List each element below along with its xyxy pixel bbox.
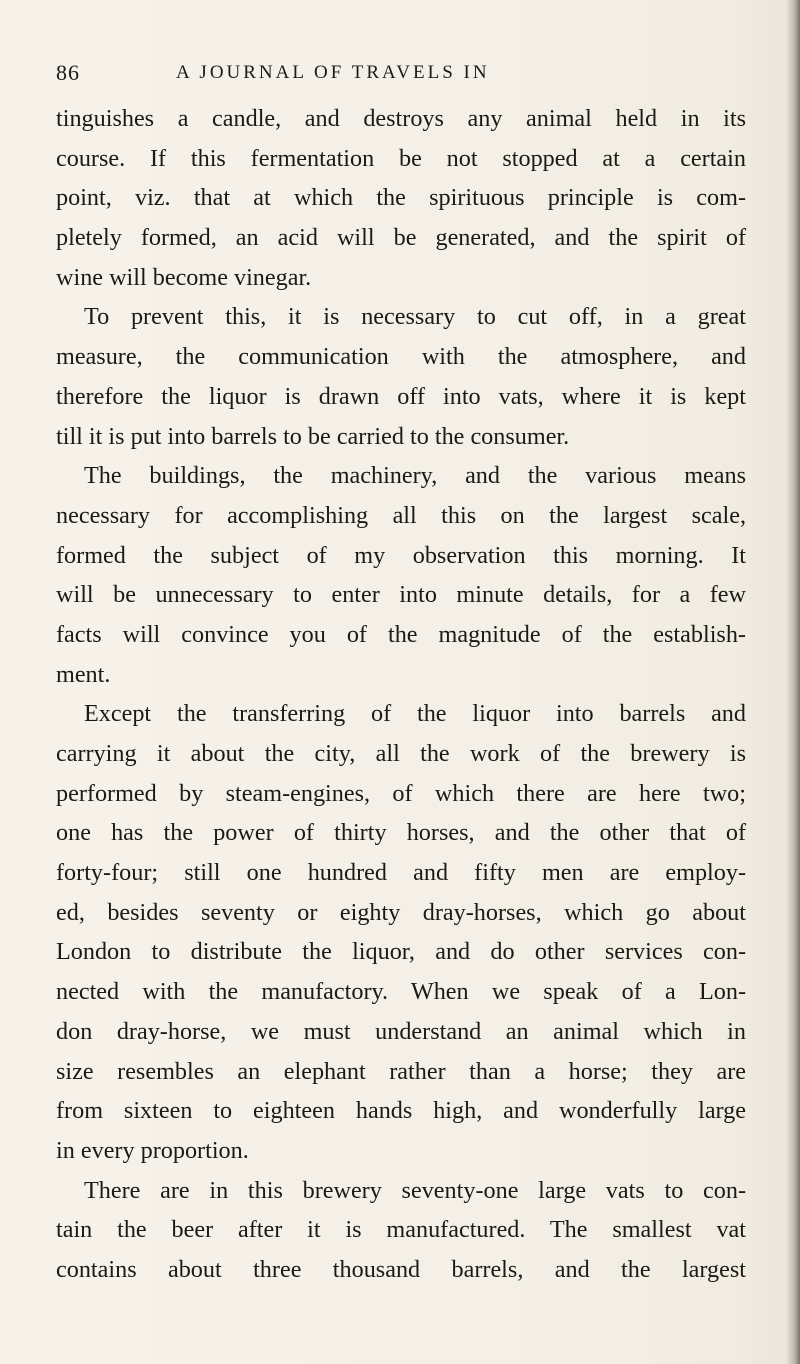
body-text <box>56 99 746 1290</box>
text-line: from sixteen to eighteen hands high, and wonderfully large <box>56 1097 746 1125</box>
text-line: ed, besides seventy or eighty dray-horses, which go about <box>56 898 746 926</box>
text-line: Except the transferring of the liquor into barrels and <box>84 700 746 728</box>
text-line: London to distribute the liquor, and do other services con- <box>56 938 746 966</box>
text-line: will be unnecessary to enter into minute details, for a few <box>56 581 746 609</box>
text-line: To prevent this, it is necessary to cut off, in a great <box>84 303 746 331</box>
page-number: 86 <box>56 60 80 85</box>
text-line: nected with the manufactory. When we speak of a Lon- <box>56 978 746 1006</box>
text-line: necessary for accomplishing all this on the largest scale, <box>56 501 746 529</box>
page-edge-shadow <box>786 0 800 1364</box>
text-line: size resembles an elephant rather than a horse; they are <box>56 1057 746 1085</box>
text-line: point, viz. that at which the spirituous principle is com- <box>56 184 746 212</box>
text-line: contains about three thousand barrels, and the largest <box>56 1255 746 1283</box>
text-line: wine will become vinegar. <box>56 263 312 291</box>
text-line: The buildings, the machinery, and the various means <box>84 462 746 490</box>
text-line: There are in this brewery seventy-one large vats to con- <box>84 1176 746 1204</box>
page-header <box>56 60 746 90</box>
text-line: carrying it about the city, all the work of the brewery is <box>56 740 746 767</box>
text-line: therefore the liquor is drawn off into vats, where it is kept <box>56 382 746 410</box>
text-line: one has the power of thirty horses, and the other that of <box>56 819 746 847</box>
text-line: performed by steam-engines, of which there are here two; <box>56 779 746 807</box>
text-line: measure, the communication with the atmosphere, and <box>56 343 746 371</box>
text-line: don dray-horse, we must understand an animal which in <box>56 1017 746 1045</box>
text-line: facts will convince you of the magnitude of the establish- <box>56 620 746 648</box>
text-line: ment. <box>56 660 111 688</box>
text-line: tinguishes a candle, and destroys any animal held in its <box>56 105 746 132</box>
text-line: in every proportion. <box>56 1136 249 1164</box>
text-line: course. If this fermentation be not stopped at a certain <box>56 144 746 172</box>
text-line: pletely formed, an acid will be generated, and the spirit of <box>56 224 746 252</box>
text-line: till it is put into barrels to be carried to the consumer. <box>56 422 570 450</box>
text-line: formed the subject of my observation this morning. It <box>56 541 746 569</box>
text-line: tain the beer after it is manufactured. The smallest vat <box>56 1216 746 1244</box>
running-head: A JOURNAL OF TRAVELS IN <box>176 62 490 83</box>
text-line: forty-four; still one hundred and fifty men are employ- <box>56 859 746 887</box>
